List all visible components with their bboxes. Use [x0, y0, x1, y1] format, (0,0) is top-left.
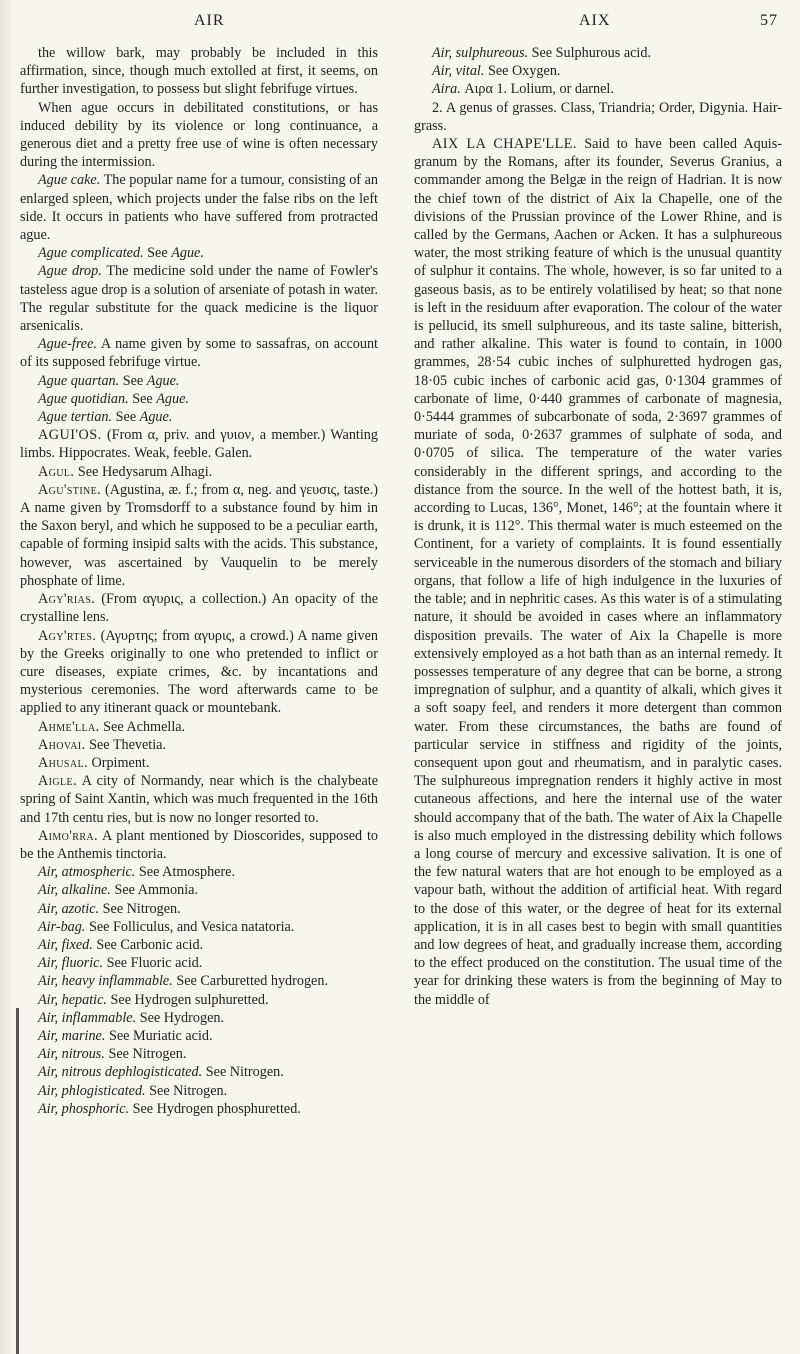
left-column [20, 44, 378, 1118]
entry-text: See Fluoric acid. [106, 955, 203, 972]
entry-headword: Air, phlogisticated. [38, 1082, 146, 1099]
cross-reference: Ague. [146, 372, 180, 389]
entry-text: See Atmosphere. [138, 864, 236, 881]
dictionary-entry [20, 918, 378, 936]
entry-text: See Carburetted hydrogen. [176, 973, 328, 990]
dictionary-entry [20, 1009, 378, 1027]
right-column [414, 44, 782, 1009]
dictionary-entry [20, 1045, 378, 1063]
dictionary-entry [20, 390, 378, 408]
entry-text: A name given by some to sassafras, on account of its supposed febrifuge virtue. [20, 336, 379, 371]
entry-headword: Ague quartan. [38, 372, 120, 389]
entry-headword: Air, inflammable. [38, 1009, 137, 1026]
entry-headword: Ahme'lla. [38, 718, 100, 735]
entry-text: See Nitrogen. [205, 1064, 284, 1081]
page-number: 57 [760, 12, 778, 29]
entry-text: See Nitrogen. [149, 1082, 228, 1099]
dictionary-entry [20, 772, 378, 827]
dictionary-entry [20, 426, 378, 462]
entry-text: The popular name for a tumour, consisting of an enlarged spleen, which projects under the false ribs on the left side. It occurs in patients who have suffered from protracted ague. [20, 172, 379, 244]
dictionary-entry [20, 1063, 378, 1081]
dictionary-entry [20, 463, 378, 481]
page-binding-shadow [0, 0, 14, 1354]
entry-headword: Aigle. [38, 773, 77, 790]
entry-text: the willow bark, may probably be included in this affirmation, since, though much extolled at first, it seems, on further investigation, to possess but slight febrifuge virtues. [20, 45, 378, 98]
dictionary-entry [414, 62, 782, 80]
dictionary-entry [20, 372, 378, 390]
entry-headword: Agu'stine. [38, 481, 102, 498]
entry-text: See Carbonic acid. [96, 936, 204, 953]
entry-text: See Hydrogen sulphuretted. [110, 991, 269, 1008]
entry-text: See Hydrogen phosphuretted. [132, 1100, 301, 1117]
entry-headword: Ahusal. [38, 754, 88, 771]
entry-text: See [147, 245, 172, 262]
entry-headword: Agy'rtes. [38, 627, 97, 644]
header-left-guideword: AIR [194, 12, 225, 29]
cross-reference: Ague. [139, 409, 173, 426]
entry-headword: AGUI'OS. [38, 427, 102, 444]
dictionary-entry [20, 1027, 378, 1045]
dictionary-entry [20, 972, 378, 990]
entry-headword: Ague-free. [38, 336, 97, 353]
entry-headword: Ague quotidian. [38, 390, 129, 407]
entry-headword: Ague tertian. [38, 409, 113, 426]
dictionary-entry [20, 863, 378, 881]
dictionary-entry [414, 135, 782, 1009]
entry-text: See [122, 372, 147, 389]
dictionary-entry [20, 954, 378, 972]
entry-text: See Hydrogen. [139, 1009, 225, 1026]
dictionary-entry [20, 244, 378, 262]
entry-headword: Ague drop. [38, 263, 102, 280]
entry-text: See [132, 390, 157, 407]
dictionary-entry [20, 335, 378, 371]
dictionary-entry [20, 627, 378, 718]
entry-headword: Air, nitrous dephlogisticated. [38, 1064, 203, 1081]
dictionary-entry [20, 44, 378, 99]
entry-text: 2. A genus of grasses. Class, Triandria; Order, Digynia. Hair-grass. [414, 99, 782, 134]
dictionary-entry [20, 1100, 378, 1118]
entry-text: Orpiment. [91, 754, 150, 771]
entry-text: A city of Normandy, near which is the chalybeate spring of Saint Xantin, which was much frequented in the 16th and 17th centu ries, but is now no longer resorted to. [20, 773, 379, 826]
entry-headword: Air, fluoric. [38, 955, 104, 972]
dictionary-entry [20, 736, 378, 754]
entry-text: Αιρα 1. Lolium, or darnel. [464, 81, 614, 98]
dictionary-entry [414, 99, 782, 135]
entry-text: (From αγυρις, a collection.) An opacity of the crystalline lens. [20, 591, 379, 626]
entry-headword: Ague complicated. [38, 245, 144, 262]
entry-text: See Muriatic acid. [108, 1027, 213, 1044]
entry-text: See Ammonia. [114, 882, 198, 899]
entry-headword: Aira. [432, 81, 461, 98]
dictionary-entry [20, 171, 378, 244]
dictionary-entry [20, 262, 378, 335]
dictionary-entry [20, 1082, 378, 1100]
dictionary-entry [20, 881, 378, 899]
header-right-guideword: AIX [579, 12, 611, 29]
dictionary-entry [20, 718, 378, 736]
entry-headword: Air, heavy inflammable. [38, 973, 173, 990]
entry-headword: Ahovai. [38, 736, 86, 753]
dictionary-entry [20, 754, 378, 772]
dictionary-entry [20, 99, 378, 172]
binding-edge-mark [16, 1008, 19, 1354]
entry-text: The medicine sold under the name of Fowler's tasteless ague drop is a solution of arseniate of potash in water. The regular substitute for the quack medicine is the liquor arsenicalis. [20, 263, 378, 335]
dictionary-entry [20, 936, 378, 954]
entry-headword: Air, sulphureous. [432, 45, 529, 61]
entry-text: (From α, priv. and γυιον, a member.) Wanting limbs. Hippocrates. Weak, feeble. Galen. [20, 427, 378, 462]
dictionary-entry [20, 408, 378, 426]
entry-headword: Air, phosphoric. [38, 1100, 130, 1117]
dictionary-entry [20, 590, 378, 626]
entry-text: See Hedysarum Alhagi. [77, 463, 213, 480]
entry-text: See Oxygen. [487, 63, 561, 80]
cross-reference: Ague. [156, 390, 189, 407]
entry-text: Said to have been called Aquis-granum by the Romans, after its founder, Severus Granius, a commander among the Belgæ in the reign of Hadrian. It is now the chief town of the district of Aix la Chapelle, one of the divisions of the Prussian province of the Lower Rhine, and is called by the Germans, Aachen or Acken. It has a sulphureous water, the most striking feature of which is the unusual quantity of sulphur it contains. The whole, however, is so far united to a gaseous basis, as to be entirely volatilised by heat; so that none is left in the residuum after evaporation. The colour of the water is pellucid, its smell sulphureous, and its taste saline, bitterish, and rather alkaline. This water is found to contain, in 1000 grammes, 28·54 cubic inches of sulphuretted hydrogen gas, 18·05 cubic inches of carbonic acid gas, 0·1304 grammes of carbonate of lime, 0·440 grammes of carbonate of magnesia, 0·5444 grammes of subcarbonate of soda, 2·3697 grammes of muriate of soda, 0·2637 grammes of sulphate of soda, and 0·0705 of silica. The temperature of the water varies considerably in the different springs, and according to the distance from the source. In the well of the hottest bath, it is, according to Lucas, 136°, Monet, 146°; at the fountain where it is drunk, it is 112°. This thermal water is much esteemed on the Continent, for a variety of complaints. It is found essentially serviceable in the numerous disorders of the stomach and biliary organs, that follow a life of high indulgence in the luxuries of the table; and in nephritic cases. As this water is of a stimulating nature, it should be avoided in cases where an inflammatory disposition prevails. The water of Aix la Chapelle is more extensively employed as a hot bath than as an internal remedy. It possesses temperature of any degree that can be borne, a strong impregnation of sulphur, and a quantity of alkali, which gives it a soft soapy feel, and renders it more detergent than common water. From these circumstances, the baths are found of particular service in stiffness and rigidity of the joints, consequent upon gout and rheumatism, and in paralytic cases. The sulphureous impregnation renders it highly active in most cutaneous affections, and here the internal use of the water should accompany that of the bath. The water of Aix la Chapelle is also much employed in the distressing debility which follows a long course of mercury and excessive salivation. It is one of the few natural waters that are hot enough to be employed as a vapour bath, without the addition of artificial heat. With regard to the dose of this water, or the degree of heat for its external application, it is in all cases best to begin with small quantities and low degrees of heat, and gradually increase them, according to the effect produced on the constitution. The usual time of the year for drinking these waters is from the beginning of May to the middle of [414, 136, 782, 1008]
entry-headword: Air-bag. [38, 918, 86, 935]
running-header [18, 6, 782, 34]
entry-text: See [115, 409, 140, 426]
entry-text: See Sulphurous acid. [531, 45, 651, 61]
entry-headword: AIX LA CHAPE'LLE. [432, 136, 577, 153]
dictionary-entry [20, 827, 378, 863]
entry-headword: Air, vital. [432, 63, 485, 80]
entry-text: A plant mentioned by Dioscorides, supposed to be the Anthemis tinctoria. [20, 827, 378, 862]
entry-headword: Ague cake. [38, 172, 101, 189]
entry-text: See Achmella. [103, 718, 186, 735]
entry-headword: Air, hepatic. [38, 991, 107, 1008]
entry-headword: Agy'rias. [38, 591, 96, 608]
entry-headword: Air, nitrous. [38, 1046, 105, 1063]
entry-text: See Thevetia. [89, 736, 167, 753]
dictionary-entry [20, 481, 378, 590]
dictionary-entry [20, 991, 378, 1009]
entry-headword: Air, azotic. [38, 900, 100, 917]
entry-headword: Air, marine. [38, 1027, 106, 1044]
cross-reference: Ague. [171, 245, 204, 262]
entry-text: See Folliculus, and Vesica natatoria. [88, 918, 295, 935]
entry-headword: Air, alkaline. [38, 882, 111, 899]
dictionary-entry [414, 44, 782, 62]
dictionary-entry [414, 80, 782, 98]
entry-headword: Air, atmospheric. [38, 864, 136, 881]
entry-text: (Αγυρτης; from αγυρις, a crowd.) A name given by the Greeks originally to one who pretended to inflict or cure diseases, expiate crimes, &c. by incantations and mysterious ceremonies. The word afterwards came to be applied to any itinerant quack or mountebank. [20, 627, 378, 717]
entry-headword: Aimo'rra. [38, 827, 98, 844]
entry-headword: Agul. [38, 463, 75, 480]
entry-headword: Air, fixed. [38, 936, 93, 953]
dictionary-entry [20, 900, 378, 918]
entry-text: See Nitrogen. [108, 1046, 187, 1063]
entry-text: (Agustina, æ. f.; from α, neg. and γευσις, taste.) A name given by Tromsdorff to a substance found by him in the Saxon beryl, and which he supposed to be a peculiar earth, capable of forming insipid salts with the acids. This substance, however, was ascertained by Vauquelin to be merely phosphate of lime. [20, 481, 378, 589]
entry-text: When ague occurs in debilitated constitutions, or has induced debility by its violence or long continuance, a generous diet and a pretty free use of wine is often necessary during the intermission. [20, 99, 378, 171]
entry-text: See Nitrogen. [102, 900, 181, 917]
